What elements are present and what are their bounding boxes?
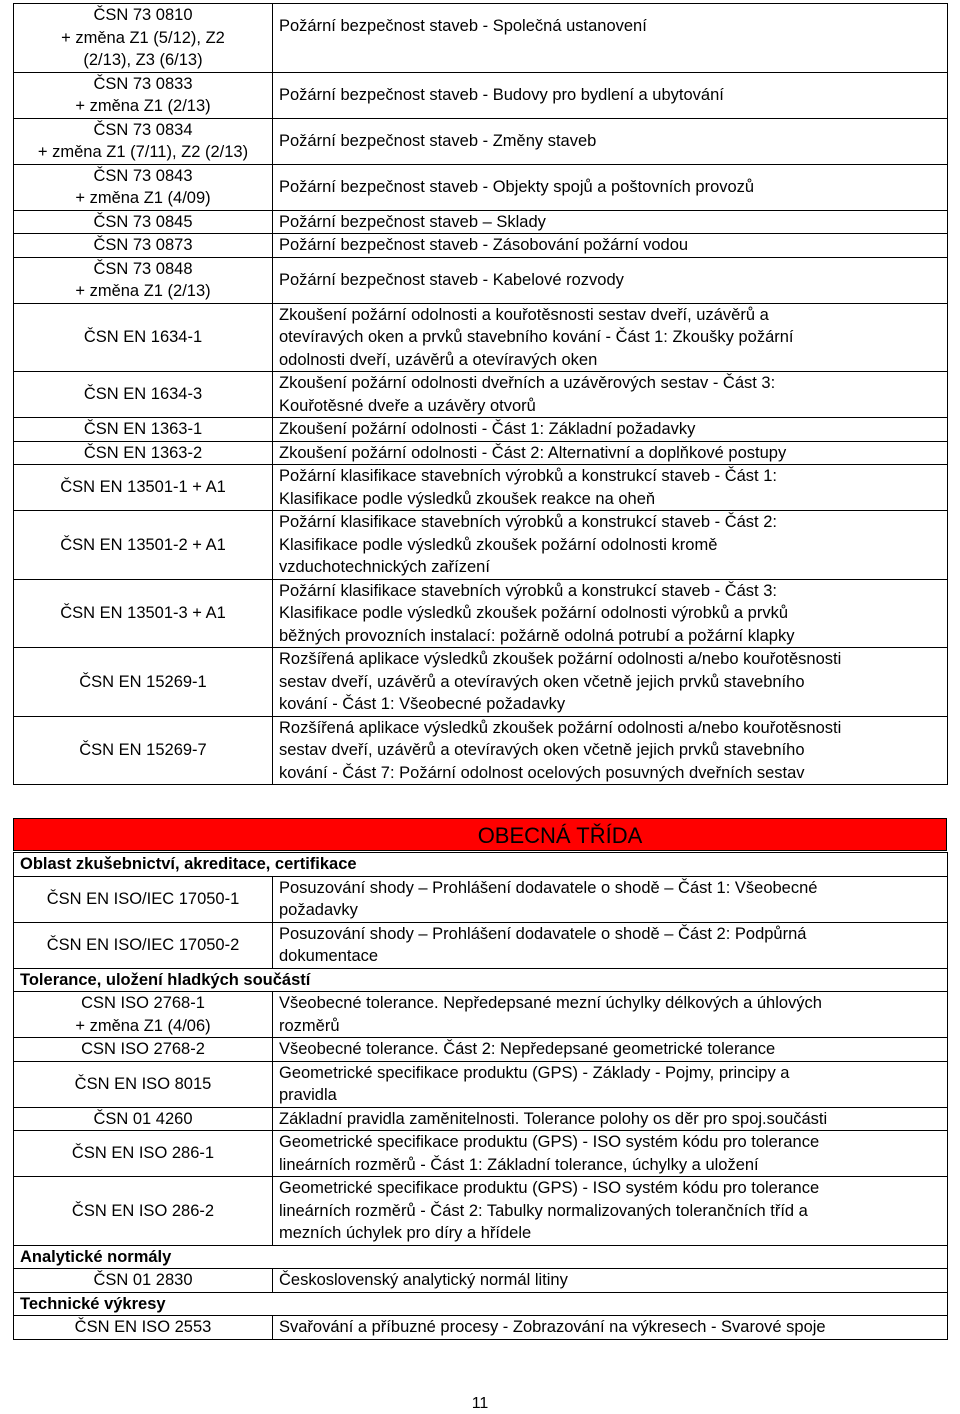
standard-code: ČSN EN 15269-7: [14, 716, 273, 785]
section-heading-row: [14, 1245, 948, 1269]
table-row: [14, 876, 948, 922]
standard-code: ČSN EN ISO/IEC 17050-1: [14, 876, 273, 922]
standard-code: ČSN 01 4260: [14, 1107, 273, 1131]
table-row: [14, 1107, 948, 1131]
table-row: [14, 1316, 948, 1340]
standards-table-general: [13, 852, 948, 1340]
table-row: [14, 1269, 948, 1293]
standard-title: Požární bezpečnost staveb - Objekty spojů a poštovních provozů: [273, 164, 948, 210]
standard-code: ČSN EN ISO/IEC 17050-2: [14, 922, 273, 968]
table-row: [14, 465, 948, 511]
standard-code: ČSN EN ISO 8015: [14, 1061, 273, 1107]
banner-title: OBECNÁ TŘÍDA: [477, 823, 643, 848]
table-row: [14, 72, 948, 118]
section-heading: Tolerance, uložení hladkých součástí: [14, 968, 948, 992]
standard-code: ČSN EN ISO 286-1: [14, 1131, 273, 1177]
standard-title: Požární bezpečnost staveb – Sklady: [273, 210, 948, 234]
table-row: [14, 648, 948, 717]
table-row: [14, 257, 948, 303]
table-row: [14, 372, 948, 418]
table-row: [14, 418, 948, 442]
section-banner: [13, 818, 947, 851]
table-row: [14, 1177, 948, 1246]
standard-title: Posuzování shody – Prohlášení dodavatele o shodě – Část 2: Podpůrná dokumentace: [273, 922, 948, 968]
section-heading-row: [14, 1292, 948, 1316]
table-row: [14, 1038, 948, 1062]
standard-code: ČSN 73 0848 + změna Z1 (2/13): [14, 257, 273, 303]
standard-code: ČSN 73 0873: [14, 234, 273, 258]
table-row: [14, 4, 948, 73]
section-heading-row: [14, 968, 948, 992]
table-row: [14, 992, 948, 1038]
standard-code: ČSN EN 1634-3: [14, 372, 273, 418]
standard-title: Požární bezpečnost staveb - Zásobování požární vodou: [273, 234, 948, 258]
standard-title: Požární bezpečnost staveb - Změny staveb: [273, 118, 948, 164]
standard-title: Základní pravidla zaměnitelnosti. Tolerance polohy os děr pro spoj.součásti: [273, 1107, 948, 1131]
table-row: [14, 441, 948, 465]
standard-code: ČSN EN 1634-1: [14, 303, 273, 372]
standards-table-fire-safety: [13, 3, 948, 785]
table-row: [14, 511, 948, 580]
standard-code: ČSN 73 0810 + změna Z1 (5/12), Z2 (2/13), Z3 (6/13): [14, 4, 273, 73]
section-heading: Analytické normály: [14, 1245, 948, 1269]
standard-title: Rozšířená aplikace výsledků zkoušek požární odolnosti a/nebo kouřotěsnosti sestav dveří, uzávěrů a otevíravých oken včetně jejich prvků stavebního kování - Část 7: Požární odolnost ocelových posuvných dveřních sestav: [273, 716, 948, 785]
standard-title: Požární bezpečnost staveb - Kabelové rozvody: [273, 257, 948, 303]
standard-title: Zkoušení požární odolnosti - Část 1: Základní požadavky: [273, 418, 948, 442]
standard-title: Geometrické specifikace produktu (GPS) - Základy - Pojmy, principy a pravidla: [273, 1061, 948, 1107]
section-heading: Technické výkresy: [14, 1292, 948, 1316]
section-heading: Oblast zkušebnictví, akreditace, certifikace: [14, 853, 948, 877]
table-row: [14, 210, 948, 234]
table-row: [14, 1131, 948, 1177]
standard-code: ČSN 73 0843 + změna Z1 (4/09): [14, 164, 273, 210]
standard-code: ČSN EN 13501-2 + A1: [14, 511, 273, 580]
standard-code: ČSN 73 0845: [14, 210, 273, 234]
standard-title: Československý analytický normál litiny: [273, 1269, 948, 1293]
standard-code: ČSN 01 2830: [14, 1269, 273, 1293]
table-row: [14, 164, 948, 210]
standard-title: Geometrické specifikace produktu (GPS) - ISO systém kódu pro tolerance lineárních rozměrů - Část 1: Základní tolerance, úchylky a uložení: [273, 1131, 948, 1177]
standard-title: Požární bezpečnost staveb - Budovy pro bydlení a ubytování: [273, 72, 948, 118]
table-row: [14, 1061, 948, 1107]
table-row: [14, 234, 948, 258]
standard-title: Požární klasifikace stavebních výrobků a konstrukcí staveb - Část 1: Klasifikace podle výsledků zkoušek reakce na oheň: [273, 465, 948, 511]
standard-code: ČSN EN 13501-1 + A1: [14, 465, 273, 511]
standard-title: Požární klasifikace stavebních výrobků a konstrukcí staveb - Část 2: Klasifikace podle výsledků zkoušek požární odolnosti kromě vzduchotechnických zařízení: [273, 511, 948, 580]
standard-title: Zkoušení požární odolnosti dveřních a uzávěrových sestav - Část 3: Kouřotěsné dveře a uzávěry otvorů: [273, 372, 948, 418]
standard-title: Všeobecné tolerance. Část 2: Nepředepsané geometrické tolerance: [273, 1038, 948, 1062]
standard-title: Geometrické specifikace produktu (GPS) - ISO systém kódu pro tolerance lineárních rozměrů - Část 2: Tabulky normalizovaných tolerančních tříd a mezních úchylek pro díry a hřídele: [273, 1177, 948, 1246]
table-row: [14, 922, 948, 968]
standard-code: ČSN EN ISO 286-2: [14, 1177, 273, 1246]
standard-title: Zkoušení požární odolnosti a kouřotěsnosti sestav dveří, uzávěrů a otevíravých oken a prvků stavebního kování - Část 1: Zkoušky požární odolnosti dveří, uzávěrů a otevíravých oken: [273, 303, 948, 372]
standard-title: Svařování a příbuzné procesy - Zobrazování na výkresech - Svarové spoje: [273, 1316, 948, 1340]
standard-title: Rozšířená aplikace výsledků zkoušek požární odolnosti a/nebo kouřotěsnosti sestav dveří, uzávěrů a otevíravých oken včetně jejich prvků stavebního kování - Část 1: Všeobecné požadavky: [273, 648, 948, 717]
standard-code: CSN ISO 2768-2: [14, 1038, 273, 1062]
standard-code: ČSN 73 0833 + změna Z1 (2/13): [14, 72, 273, 118]
standard-code: ČSN EN 13501-3 + A1: [14, 579, 273, 648]
standard-code: ČSN EN 1363-1: [14, 418, 273, 442]
table-row: [14, 579, 948, 648]
standard-code: ČSN EN 1363-2: [14, 441, 273, 465]
table-row: [14, 716, 948, 785]
standard-title: Posuzování shody – Prohlášení dodavatele o shodě – Část 1: Všeobecné požadavky: [273, 876, 948, 922]
table-row: [14, 303, 948, 372]
standard-title: Požární klasifikace stavebních výrobků a konstrukcí staveb - Část 3: Klasifikace podle výsledků zkoušek požární odolnosti výrobků a prvků běžných provozních instalací: požárně odolná potrubí a požární klapky: [273, 579, 948, 648]
section-heading-row: [14, 853, 948, 877]
standard-title: Všeobecné tolerance. Nepředepsané mezní úchylky délkových a úhlových rozměrů: [273, 992, 948, 1038]
standard-code: ČSN EN 15269-1: [14, 648, 273, 717]
standard-code: CSN ISO 2768-1 + změna Z1 (4/06): [14, 992, 273, 1038]
standard-code: ČSN 73 0834 + změna Z1 (7/11), Z2 (2/13): [14, 118, 273, 164]
standard-title: Požární bezpečnost staveb - Společná ustanovení: [273, 4, 948, 73]
table-row: [14, 118, 948, 164]
page-number: 11: [471, 1395, 489, 1412]
standard-title: Zkoušení požární odolnosti - Část 2: Alternativní a doplňkové postupy: [273, 441, 948, 465]
standard-code: ČSN EN ISO 2553: [14, 1316, 273, 1340]
